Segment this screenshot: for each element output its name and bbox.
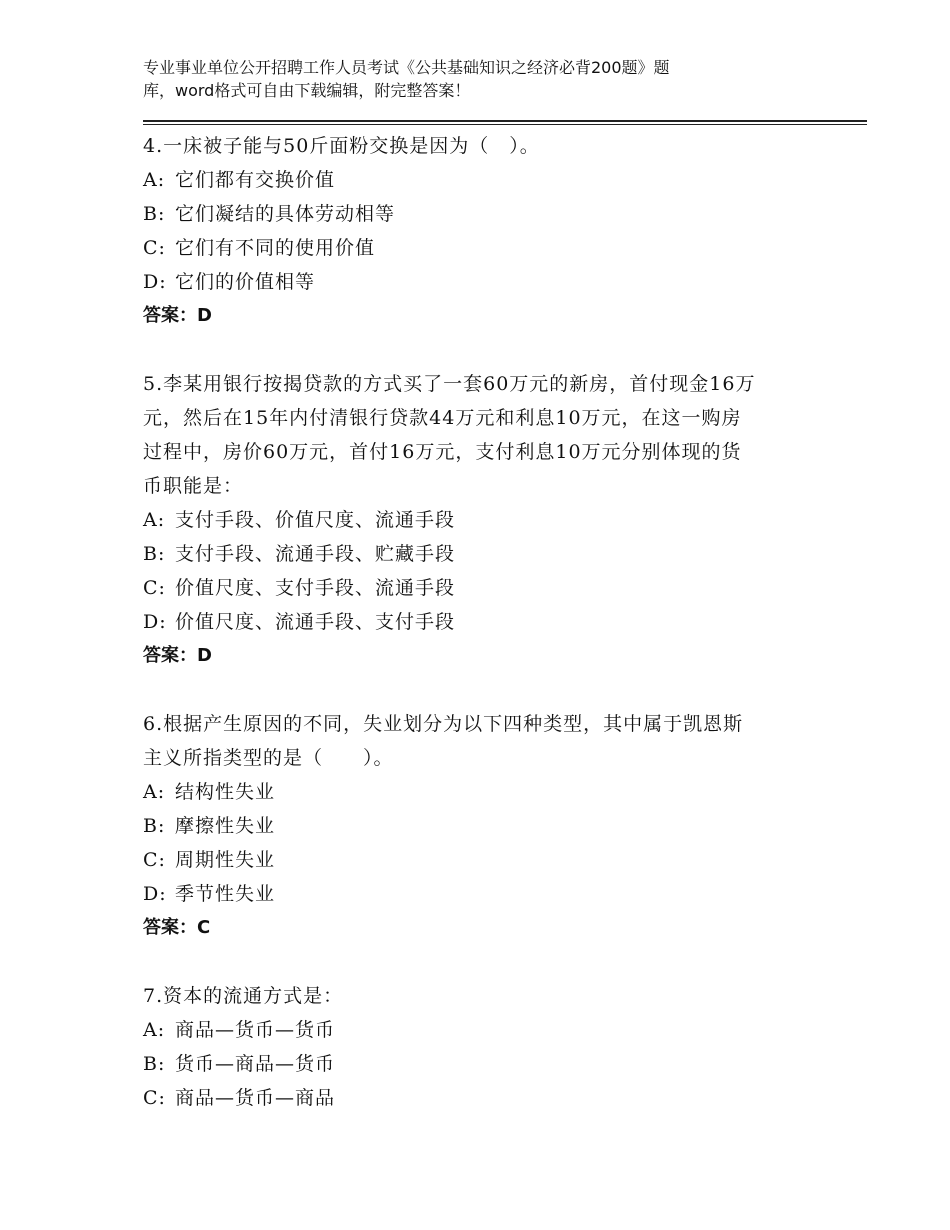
- question-stem-line: 6.根据产生原因的不同，失业划分为以下四种类型，其中属于凯恩斯: [143, 713, 744, 735]
- answer-label: 答案：D: [143, 645, 212, 666]
- document-header: [143, 56, 783, 102]
- option-key: B:: [143, 543, 166, 565]
- option-d: [143, 877, 823, 911]
- option-text: 支付手段、流通手段、贮藏手段: [175, 543, 456, 565]
- answer-label: 答案：C: [143, 917, 211, 938]
- option-key: B:: [143, 203, 166, 225]
- option-text: 它们都有交换价值: [175, 169, 336, 191]
- option-text: 结构性失业: [175, 781, 276, 803]
- option-key: C:: [143, 849, 166, 871]
- option-key: B:: [143, 815, 166, 837]
- option-key: C:: [143, 1087, 166, 1109]
- option-key: C:: [143, 577, 166, 599]
- option-text: 商品—货币—商品: [175, 1087, 336, 1109]
- question-stem: 7.资本的流通方式是：: [143, 985, 344, 1007]
- question-stem-line: 币职能是：: [143, 475, 244, 497]
- option-text: 价值尺度、支付手段、流通手段: [175, 577, 456, 599]
- option-key: C:: [143, 237, 166, 259]
- question-stem: 4.一床被子能与50斤面粉交换是因为（ ）。: [143, 135, 540, 157]
- option-c: [143, 571, 823, 605]
- option-key: D:: [143, 883, 167, 905]
- question-stem-line: 主义所指类型的是（ ）。: [143, 747, 394, 769]
- option-text: 商品—货币—货币: [175, 1019, 336, 1041]
- header-line-1: 专业事业单位公开招聘工作人员考试《公共基础知识之经济必背200题》题: [143, 58, 670, 77]
- option-text: 它们凝结的具体劳动相等: [175, 203, 396, 225]
- option-key: A:: [143, 781, 166, 803]
- option-text: 价值尺度、流通手段、支付手段: [175, 611, 456, 633]
- option-d: [143, 605, 823, 639]
- question-stem-line: 5.李某用银行按揭贷款的方式买了一套60万元的新房，首付现金16万: [143, 373, 756, 395]
- option-c: [143, 1081, 823, 1115]
- option-text: 支付手段、价值尺度、流通手段: [175, 509, 456, 531]
- option-text: 摩擦性失业: [175, 815, 276, 837]
- option-text: 它们有不同的使用价值: [175, 237, 376, 259]
- question-list: [143, 129, 823, 1149]
- question-4: [143, 129, 823, 333]
- option-text: 它们的价值相等: [175, 271, 316, 293]
- option-a: [143, 1013, 823, 1047]
- question-stem-line: 元，然后在15年内付清银行贷款44万元和利息10万元，在这一购房: [143, 407, 742, 429]
- option-text: 季节性失业: [175, 883, 276, 905]
- option-key: A:: [143, 1019, 166, 1041]
- header-divider-thick: [143, 120, 867, 122]
- option-a: [143, 503, 823, 537]
- option-text: 货币—商品—货币: [175, 1053, 336, 1075]
- option-b: [143, 809, 823, 843]
- option-key: D:: [143, 271, 167, 293]
- option-b: [143, 537, 823, 571]
- header-divider-thin: [143, 124, 867, 125]
- option-c: [143, 231, 823, 265]
- question-7: [143, 979, 823, 1115]
- answer-label: 答案：D: [143, 305, 212, 326]
- option-b: [143, 1047, 823, 1081]
- option-key: B:: [143, 1053, 166, 1075]
- option-a: [143, 163, 823, 197]
- option-text: 周期性失业: [175, 849, 276, 871]
- option-key: D:: [143, 611, 167, 633]
- option-key: A:: [143, 169, 166, 191]
- option-b: [143, 197, 823, 231]
- option-d: [143, 265, 823, 299]
- option-a: [143, 775, 823, 809]
- question-6: [143, 707, 823, 945]
- question-5: [143, 367, 823, 673]
- question-stem-line: 过程中，房价60万元，首付16万元，支付利息10万元分别体现的货: [143, 441, 742, 463]
- header-line-2: 库，word格式可自由下载编辑，附完整答案！: [143, 81, 471, 100]
- option-key: A:: [143, 509, 166, 531]
- option-c: [143, 843, 823, 877]
